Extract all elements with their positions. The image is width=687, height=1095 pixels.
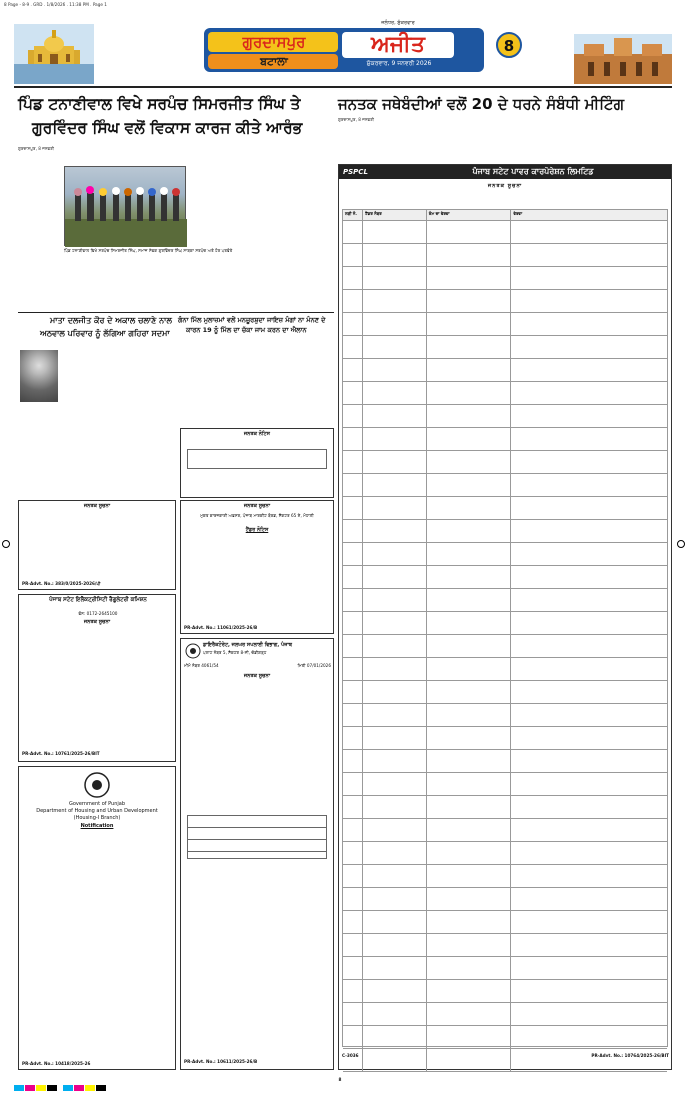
- pspcl-table-cell: [427, 888, 512, 910]
- pspcl-table-row: [343, 566, 667, 589]
- pspcl-table-cell: [427, 520, 512, 542]
- pspcl-table-row: [343, 727, 667, 750]
- pspcl-table-cell: [343, 451, 363, 473]
- pspcl-table-cell: [363, 313, 427, 335]
- pspcl-table-cell: [363, 957, 427, 979]
- pspcl-table-cell: [511, 796, 667, 818]
- pspcl-table-cell: [511, 543, 667, 565]
- pspcl-table-row: [343, 1026, 667, 1049]
- city-line: ਜਲੰਧਰ, ਸ਼ੁੱਕਰਵਾਰ: [381, 20, 415, 26]
- pspcl-table-cell: [427, 704, 512, 726]
- pspcl-table-row: [343, 359, 667, 382]
- public-notice-2-ref: PR-Advt. No.: 10761/2025-26/BIT: [22, 751, 100, 756]
- pspcl-table-cell: [427, 681, 512, 703]
- pspcl-table-cell: [343, 589, 363, 611]
- pspcl-table-cell: [343, 313, 363, 335]
- pspcl-table-cell: [427, 957, 512, 979]
- pspcl-table-cell: [363, 727, 427, 749]
- pspcl-table-cell: [511, 244, 667, 266]
- public-notice-1: [18, 500, 176, 590]
- pspcl-table-cell: [363, 658, 427, 680]
- pspcl-table-cell: [363, 428, 427, 450]
- print-slug: 8 Page - 8-9 . GRD . 1/8/2026 . 11:38 PM . Page 1: [4, 2, 107, 7]
- pspcl-table-cell: [511, 1026, 667, 1048]
- pspcl-table-row: [343, 681, 667, 704]
- pspcl-table-cell: [363, 520, 427, 542]
- pspcl-table-row: [343, 221, 667, 244]
- pspcl-table-row: [343, 911, 667, 934]
- pspcl-table-cell: [427, 566, 512, 588]
- pspcl-table-row: [343, 865, 667, 888]
- public-notice-1-ref: PR-Advt. No.: 383/0/2025-2026/ਪੀ: [22, 581, 101, 586]
- obituary-body: [18, 342, 174, 498]
- pspcl-table-cell: [343, 980, 363, 1002]
- pspcl-table-cell: [427, 911, 512, 933]
- pspcl-table-cell: [427, 382, 512, 404]
- pspcl-table-cell: [511, 773, 667, 795]
- pspcl-table-cell: [511, 520, 667, 542]
- pspcl-table-row: [343, 336, 667, 359]
- pspcl-table-cell: [343, 290, 363, 312]
- sub-edition-title: ਬਟਾਲਾ: [260, 55, 288, 68]
- obituary-headline-1: ਮਾਤਾ ਦਲਜੀਤ ਕੌਰ ਦੇ ਅਕਾਲ ਚਲਾਣੇ ਨਾਲ: [50, 316, 172, 325]
- pspcl-table-cell: [363, 934, 427, 956]
- pspcl-table-cell: [363, 888, 427, 910]
- pspcl-table-cell: [363, 474, 427, 496]
- water-supply-title: ਜਨਤਕ ਸੂਚਨਾ: [244, 673, 270, 679]
- pspcl-table-cell: [511, 474, 667, 496]
- pspcl-table-cell: [427, 842, 512, 864]
- footer-page-label: 8: [338, 1077, 342, 1082]
- pspcl-table-cell: [427, 796, 512, 818]
- govt-notification-ref: PR-Advt. No.: 10418/2025-26: [22, 1061, 91, 1066]
- pspcl-table-cell: [427, 359, 512, 381]
- pspcl-table-cell: [343, 428, 363, 450]
- market-board-notice-title: ਜਨਤਕ ਸੂਚਨਾ: [244, 503, 270, 509]
- water-supply-notice: [180, 638, 334, 1070]
- pspcl-table-cell: [511, 336, 667, 358]
- pspcl-table-cell: [511, 267, 667, 289]
- masthead-rule: [14, 86, 672, 88]
- pspcl-table-row: [343, 635, 667, 658]
- pspcl-table-row: [343, 589, 667, 612]
- pspcl-table-cell: [343, 474, 363, 496]
- pspcl-table-cell: [343, 543, 363, 565]
- pspcl-table-cell: [511, 290, 667, 312]
- pspcl-table-row: [343, 543, 667, 566]
- pspcl-table-row: [343, 405, 667, 428]
- pspcl-table-cell: [343, 750, 363, 772]
- pspcl-table-cell: [511, 612, 667, 634]
- pspcl-table-cell: [363, 336, 427, 358]
- story3-headline-1: ਗੰਨਾ ਮਿੱਲ ਮੁਲਾਜ਼ਮਾਂ ਵਲੋਂ ਮਨਜ਼ੂਰਸ਼ੁਦਾ ਜਾਇਜ਼ ਮੰਗਾਂ ਨਾ ਮੰਨਣ ਦੇ: [178, 316, 326, 324]
- pspcl-table-cell: [511, 842, 667, 864]
- pspcl-table-cell: [343, 865, 363, 887]
- pspcl-table-row: [343, 658, 667, 681]
- pspcl-table-row: [343, 842, 667, 865]
- pspcl-table-row: [343, 888, 667, 911]
- pspcl-table-cell: [363, 244, 427, 266]
- pspcl-table-cell: [511, 451, 667, 473]
- pspcl-table-cell: [511, 428, 667, 450]
- pspcl-table-cell: [343, 382, 363, 404]
- pspcl-table-cell: [427, 934, 512, 956]
- story1-photo: [64, 166, 186, 246]
- brand-logo: ਅਜੀਤ: [371, 32, 425, 57]
- public-notice-2-title: ਜਨਤਕ ਸੂਚਨਾ: [84, 619, 110, 625]
- pspcl-table-cell: [343, 221, 363, 243]
- pspcl-table-cell: [363, 681, 427, 703]
- pspcl-table-cell: [511, 1003, 667, 1025]
- pspcl-table-row: [343, 267, 667, 290]
- pspcl-table-row: [343, 382, 667, 405]
- obituary-headline-2: ਅਠਵਾਲ ਪਰਿਵਾਰ ਨੂੰ ਲੱਗਿਆ ਗਹਿਰਾ ਸਦਮਾ: [40, 329, 170, 338]
- pspcl-table-cell: [343, 842, 363, 864]
- pspcl-table-cell: [427, 543, 512, 565]
- market-board-ref: PR-Advt. No.: 11061/2025-26/B: [184, 625, 258, 630]
- pspcl-table-cell: [427, 405, 512, 427]
- pspcl-table-cell: [363, 221, 427, 243]
- pspcl-table-cell: [427, 313, 512, 335]
- pspcl-table-cell: [343, 612, 363, 634]
- water-supply-org: ਡਾਇਰੈਕਟੋਰੇਟ, ਜਲਘਰ ਸਪਲਾਈ ਵਿਭਾਗ, ਪੰਜਾਬ: [203, 642, 293, 648]
- pspcl-table-cell: [363, 612, 427, 634]
- pspcl-table-row: [343, 750, 667, 773]
- pspcl-table-cell: [363, 1026, 427, 1048]
- pspcl-table-cell: [427, 1003, 512, 1025]
- pspcl-table-cell: [343, 773, 363, 795]
- pspcl-table-cell: [511, 313, 667, 335]
- market-board-sub: ਟੈਂਡਰ ਨੋਟਿਸ: [245, 527, 269, 533]
- pspcl-table-cell: [511, 957, 667, 979]
- pspcl-table-cell: [363, 704, 427, 726]
- water-supply-memo: ਮੀਮੋ ਨੰਬਰ 4061/54: [184, 663, 219, 668]
- pspcl-table-row: [343, 773, 667, 796]
- story1-column-2: [188, 146, 244, 246]
- pspcl-table-cell: [511, 497, 667, 519]
- pspcl-table-row: [343, 980, 667, 1003]
- pspcl-table-cell: [427, 727, 512, 749]
- pspcl-col-work: ਕੰਮ ਦਾ ਵੇਰਵਾ: [427, 210, 512, 220]
- govt-name: Government of Punjab: [68, 801, 126, 807]
- masthead-banner: [204, 20, 484, 72]
- pspcl-title: ਪੰਜਾਬ ਸਟੇਟ ਪਾਵਰ ਕਾਰਪੋਰੇਸ਼ਨ ਲਿਮਟਿਡ: [472, 167, 594, 176]
- pspcl-table-cell: [343, 359, 363, 381]
- story1-headline-2: ਗੁਰਵਿੰਦਰ ਸਿੰਘ ਵਲੋਂ ਵਿਕਾਸ ਕਾਰਜ ਕੀਤੇ ਆਰੰਭ: [32, 119, 303, 137]
- story2-column-left: [246, 146, 334, 308]
- pspcl-subtitle: ਜਨਤਕ ਸੂਚਨਾ: [488, 183, 522, 189]
- story1-photo-caption: ਪਿੰਡ ਟਨਾਣੀਵਾਲ ਵਿਖੇ ਸਰਪੰਚ ਸਿਮਰਜੀਤ ਸਿੰਘ, ਸਮਾਜ ਸੇਵਕ ਗੁਰਵਿੰਦਰ ਸਿੰਘ ਸਾਬਕਾ ਸਰਪੰਚ ਅਤੇ ਹੋਰ ਪਤਵੰਤੇ: [64, 248, 233, 253]
- pspcl-table-cell: [427, 221, 512, 243]
- pspcl-table-cell: [363, 267, 427, 289]
- masthead: [14, 14, 672, 86]
- department-emblem-icon: [185, 643, 201, 659]
- pspcl-table-cell: [343, 566, 363, 588]
- pspcl-table-cell: [363, 911, 427, 933]
- pspcl-table-row: [343, 796, 667, 819]
- pspcl-table-cell: [363, 451, 427, 473]
- pspcl-table-cell: [343, 704, 363, 726]
- pspcl-table-cell: [343, 934, 363, 956]
- pspcl-table-row: [343, 313, 667, 336]
- story2-headline: ਜਨਤਕ ਜਥੇਬੰਦੀਆਂ ਵਲੋਂ 20 ਦੇ ਧਰਨੇ ਸੰਬੰਧੀ ਮੀਟਿੰਗ: [338, 95, 625, 113]
- pspcl-table-cell: [511, 911, 667, 933]
- pspcl-table-cell: [363, 566, 427, 588]
- pspcl-table-cell: [343, 911, 363, 933]
- market-board-org: ਮੁਕਤ ਕਾਰਜਕਾਰੀ ਅਫ਼ਸਰ, ਪੰਜਾਬ ਮਾਰਕੀਟ ਬੋਰਡ, ਸੈਕਟਰ 65 ਏ, ਮੋਹਾਲੀ: [200, 513, 314, 518]
- pspcl-table-cell: [427, 750, 512, 772]
- public-notice-2-org: ਪੰਜਾਬ ਸਟੇਟ ਇਲੈਕਟ੍ਰੀਸਿਟੀ ਰੈਗੂਲੇਟਰੀ ਕਮਿਸ਼ਨ: [49, 597, 147, 603]
- pspcl-table-cell: [427, 980, 512, 1002]
- pspcl-table-cell: [511, 658, 667, 680]
- pspcl-table-cell: [363, 290, 427, 312]
- pspcl-col-sr: ਲੜੀ ਨੰ.: [343, 210, 363, 220]
- pspcl-table-cell: [363, 635, 427, 657]
- pspcl-table-cell: [511, 405, 667, 427]
- pspcl-table-cell: [511, 934, 667, 956]
- pspcl-table-cell: [427, 336, 512, 358]
- pspcl-table-cell: [363, 382, 427, 404]
- pspcl-table-cell: [363, 865, 427, 887]
- pspcl-table-cell: [511, 750, 667, 772]
- pspcl-table-cell: [427, 244, 512, 266]
- govt-branch: (Housing-I Branch): [73, 815, 121, 821]
- heritage-building-illustration: [574, 34, 672, 84]
- pspcl-table-cell: [427, 589, 512, 611]
- water-supply-table: [187, 815, 327, 859]
- pspcl-table-cell: [343, 796, 363, 818]
- pspcl-table-row: [343, 612, 667, 635]
- story3-headline-2: ਕਾਰਨ 19 ਨੂੰ ਮਿੱਲ ਦਾ ਚੱਕਾ ਜਾਮ ਕਰਨ ਦਾ ਐਲਾਨ: [186, 326, 307, 334]
- pspcl-table-row: [343, 244, 667, 267]
- pspcl-table-cell: [511, 566, 667, 588]
- pspcl-table-row: [343, 451, 667, 474]
- golden-temple-illustration: [14, 24, 94, 84]
- punjab-emblem-icon: [83, 771, 111, 799]
- color-registration-strip: [14, 1076, 314, 1084]
- pspcl-col-tender: ਟੈਂਡਰ ਨੰਬਰ: [363, 210, 427, 220]
- pspcl-table-cell: [343, 497, 363, 519]
- center-notice-box: [180, 428, 334, 498]
- pspcl-table: [342, 209, 668, 1047]
- water-supply-address: ਪਲਾਟ ਨੰਬਰ 5, ਸੈਕਟਰ 8-ਸੀ, ਚੰਡੀਗੜ੍ਹ: [203, 650, 267, 655]
- center-notice-label: ਜਨਤਕ ਨੋਟਿਸ: [243, 431, 270, 437]
- pspcl-table-cell: [427, 635, 512, 657]
- pspcl-table-row: [343, 1003, 667, 1026]
- page-number-badge: 8: [496, 32, 522, 58]
- divider-obit: [18, 312, 334, 313]
- public-notice-2-phone: ਫੋਨ: 0172-2645100: [78, 611, 118, 616]
- registration-mark-left: [2, 540, 10, 548]
- market-board-notice: [180, 500, 334, 634]
- pspcl-table-cell: [511, 359, 667, 381]
- pspcl-table-cell: [343, 1003, 363, 1025]
- pspcl-table-cell: [511, 221, 667, 243]
- pspcl-table-cell: [511, 635, 667, 657]
- public-notice-1-title: ਜਨਤਕ ਸੂਚਨਾ: [84, 503, 110, 509]
- pspcl-table-cell: [511, 980, 667, 1002]
- story1-column-1: [18, 146, 64, 286]
- pspcl-table-cell: [427, 658, 512, 680]
- pspcl-table-cell: [363, 359, 427, 381]
- pspcl-table-cell: [363, 773, 427, 795]
- pspcl-table-row: [343, 474, 667, 497]
- govt-notification-title: Notification: [80, 823, 114, 829]
- pspcl-table-cell: [363, 405, 427, 427]
- pspcl-table-row: [343, 497, 667, 520]
- pspcl-table-cell: [511, 681, 667, 703]
- registration-mark-right: [677, 540, 685, 548]
- pspcl-table-cell: [511, 727, 667, 749]
- pspcl-table-cell: [511, 382, 667, 404]
- pspcl-table-cell: [343, 658, 363, 680]
- pspcl-table-cell: [427, 865, 512, 887]
- pspcl-table-row: [343, 957, 667, 980]
- govt-dept: Department of Housing and Urban Development: [36, 808, 158, 814]
- pspcl-table-cell: [343, 681, 363, 703]
- pspcl-table-cell: [343, 336, 363, 358]
- pspcl-table-cell: [427, 612, 512, 634]
- pspcl-table-row: [343, 290, 667, 313]
- pspcl-table-cell: [343, 267, 363, 289]
- govt-notification: [18, 766, 176, 1070]
- issue-date: ਸ਼ੁੱਕਰਵਾਰ, 9 ਜਨਵਰੀ 2026: [366, 60, 432, 67]
- pspcl-table-cell: [343, 244, 363, 266]
- pspcl-table-cell: [427, 267, 512, 289]
- pspcl-table-cell: [427, 1049, 512, 1071]
- water-supply-ref: PR-Advt. No.: 10611/2025-26/B: [184, 1059, 258, 1064]
- pspcl-table-cell: [363, 842, 427, 864]
- pspcl-logo: PSPCL: [343, 168, 368, 176]
- pspcl-table-cell: [511, 865, 667, 887]
- pspcl-table-cell: [511, 704, 667, 726]
- pspcl-table-cell: [343, 727, 363, 749]
- pspcl-table-cell: [427, 1026, 512, 1048]
- pspcl-table-cell: [363, 543, 427, 565]
- pspcl-table-cell: [363, 819, 427, 841]
- pspcl-table-row: [343, 428, 667, 451]
- pspcl-table-cell: [363, 497, 427, 519]
- pspcl-table-cell: [427, 773, 512, 795]
- public-notice-2: [18, 594, 176, 762]
- pspcl-table-cell: [363, 796, 427, 818]
- pspcl-table-cell: [363, 980, 427, 1002]
- story3-body: [178, 336, 334, 424]
- pspcl-table-cell: [511, 888, 667, 910]
- pspcl-table-cell: [343, 1026, 363, 1048]
- pspcl-table-cell: [427, 819, 512, 841]
- pspcl-table-cell: [363, 750, 427, 772]
- pspcl-table-row: [343, 704, 667, 727]
- pspcl-table-cell: [343, 635, 363, 657]
- pspcl-table-row: [343, 520, 667, 543]
- pspcl-ref: PR-Advt. No.: 10764/2025-26/BIT: [591, 1053, 669, 1058]
- pspcl-table-cell: [511, 819, 667, 841]
- pspcl-table-row: [343, 934, 667, 957]
- pspcl-table-cell: [427, 290, 512, 312]
- pspcl-table-cell: [363, 589, 427, 611]
- pspcl-table-cell: [427, 474, 512, 496]
- pspcl-notice: [338, 164, 672, 1070]
- edition-title: ਗੁਰਦਾਸਪੁਰ: [242, 33, 306, 51]
- pspcl-table-cell: [343, 819, 363, 841]
- pspcl-col-detail: ਵੇਰਵਾ: [513, 211, 523, 216]
- pspcl-table-cell: [427, 428, 512, 450]
- pspcl-table-cell: [343, 957, 363, 979]
- pspcl-table-cell: [343, 520, 363, 542]
- pspcl-table-header: [343, 210, 667, 221]
- story1-byline: ਗੁਰਦਾਸਪੁਰ, 8 ਜਨਵਰੀ: [18, 146, 55, 151]
- pspcl-table-cell: [427, 497, 512, 519]
- pspcl-table-row: [343, 819, 667, 842]
- pspcl-table-cell: [363, 1003, 427, 1025]
- pspcl-table-cell: [343, 888, 363, 910]
- pspcl-table-cell: [343, 405, 363, 427]
- story1-headline-1: ਪਿੰਡ ਟਨਾਣੀਵਾਲ ਵਿਖੇ ਸਰਪੰਚ ਸਿਮਰਜੀਤ ਸਿੰਘ ਤੇ: [18, 95, 301, 113]
- story2-byline: ਗੁਰਦਾਸਪੁਰ, 8 ਜਨਵਰੀ: [338, 117, 375, 122]
- story2-body: [338, 117, 672, 159]
- pspcl-table-cell: [427, 451, 512, 473]
- pspcl-table-cell: [511, 589, 667, 611]
- pspcl-code: C-3036: [342, 1053, 359, 1058]
- water-supply-date: ਮਿਤੀ 07/01/2026: [297, 663, 331, 668]
